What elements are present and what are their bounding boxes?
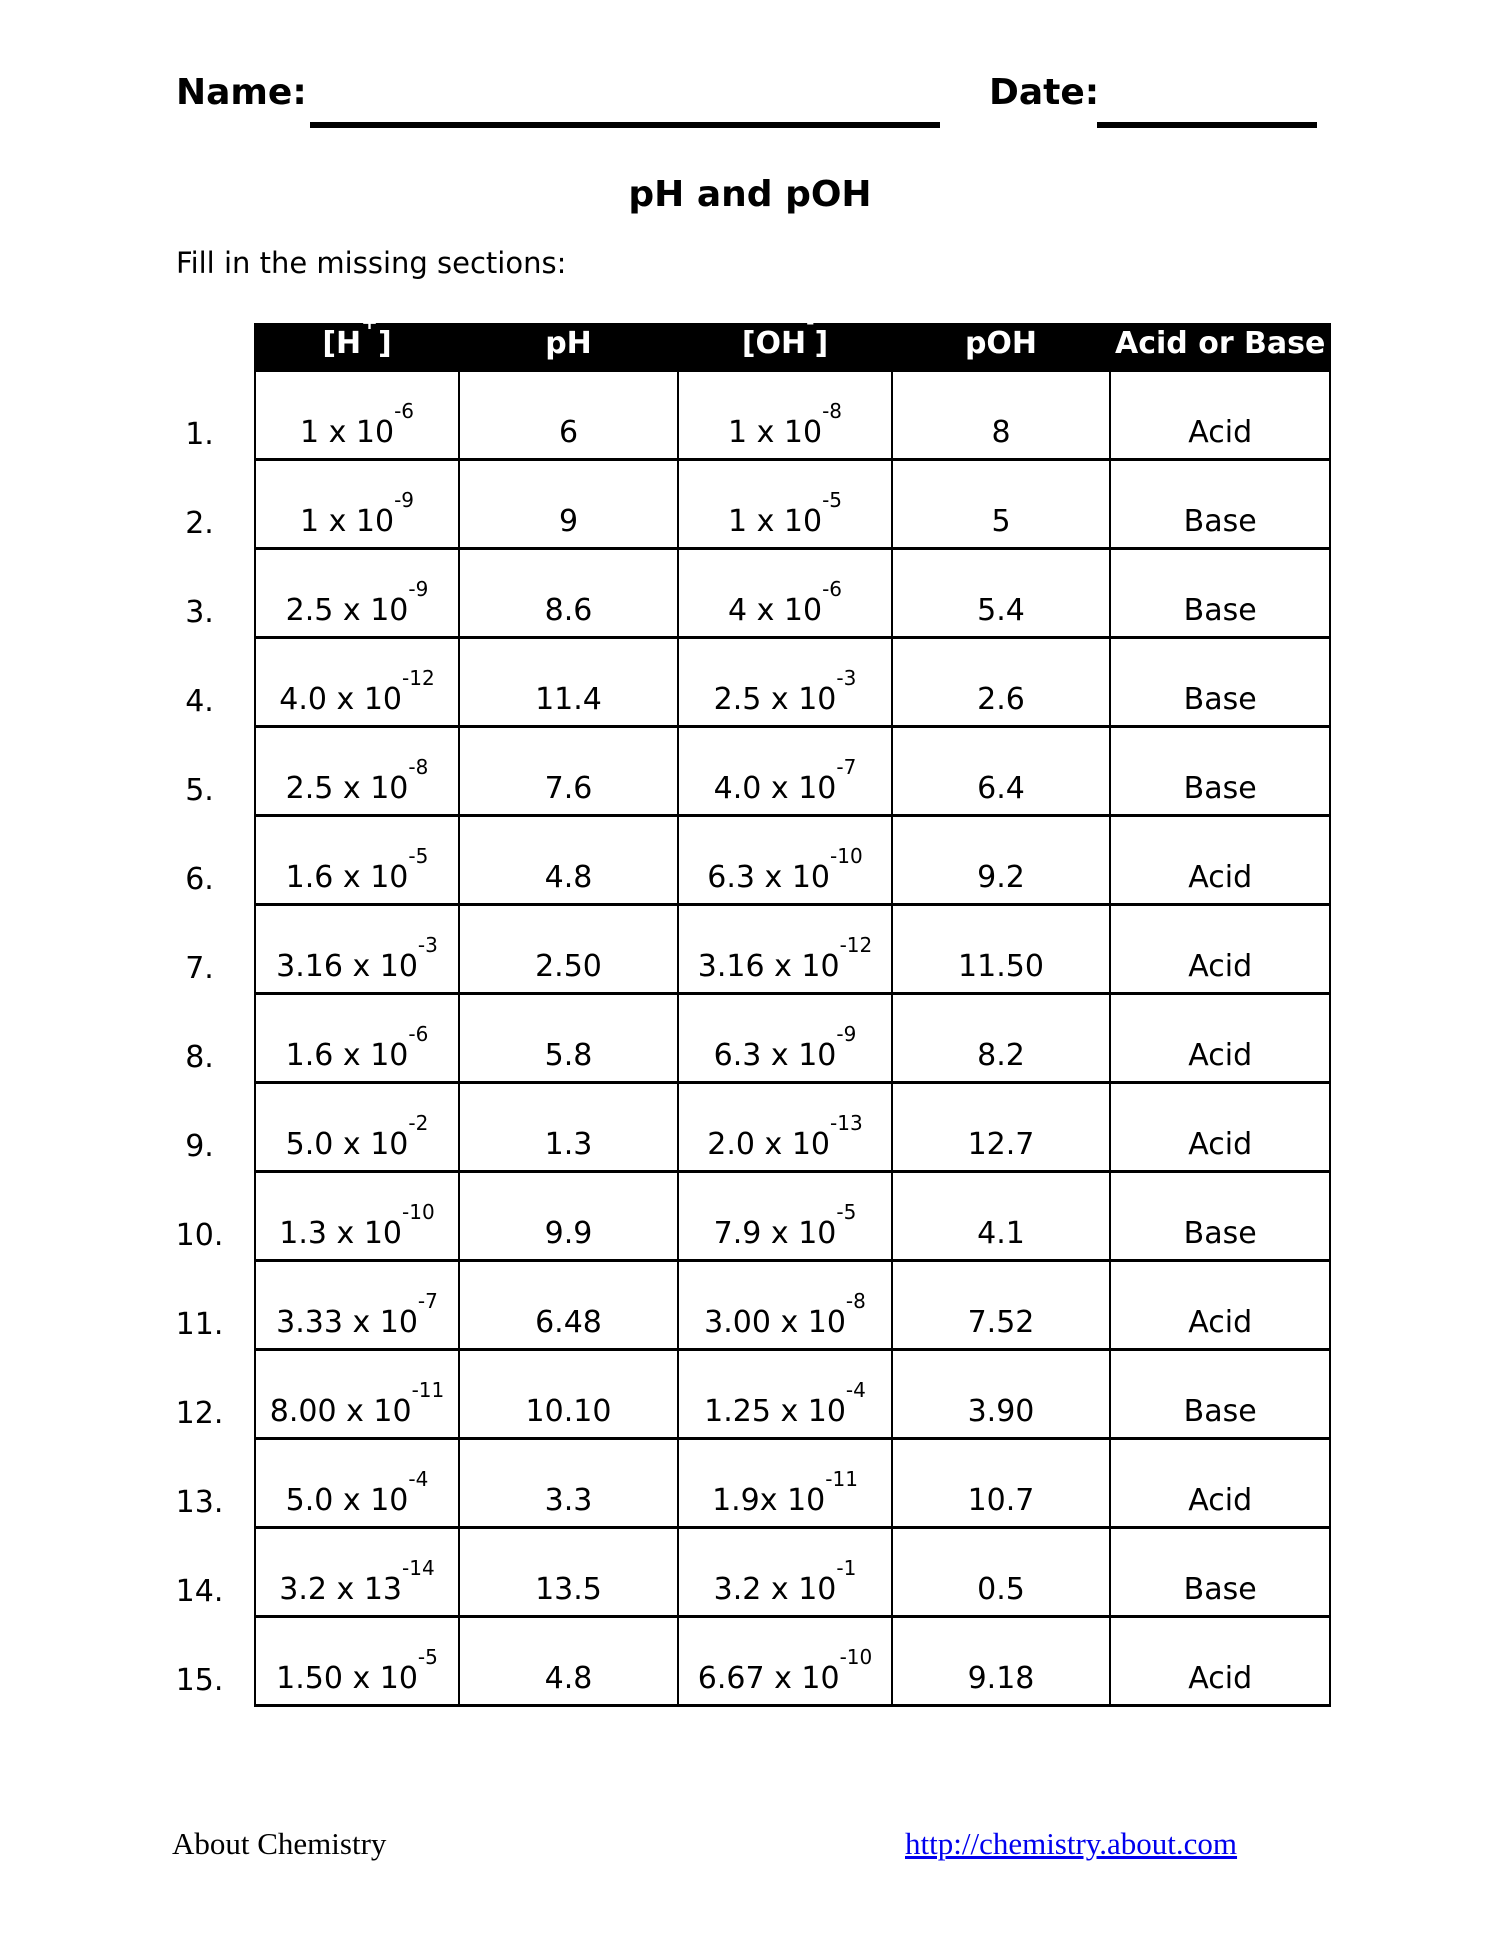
- cell-acid-or-base: Acid: [1110, 1439, 1330, 1528]
- cell-h-concentration: 1.3 x $10^{-10}$: [255, 1172, 459, 1261]
- name-blank-line: [310, 122, 940, 128]
- cell-poh: 12.7: [892, 1083, 1110, 1172]
- row-number: 5.: [185, 772, 214, 808]
- cell-ph: 6: [459, 371, 678, 460]
- cell-ph: 5.8: [459, 994, 678, 1083]
- table-row: [145, 1172, 1330, 1261]
- cell-poh: 9.2: [892, 816, 1110, 905]
- cell-poh: 0.5: [892, 1528, 1110, 1617]
- cell-ph: 2.50: [459, 905, 678, 994]
- table-row: [145, 1617, 1330, 1706]
- cell-oh-concentration: 3.16 x $10^{-12}$: [678, 905, 892, 994]
- cell-ph: 13.5: [459, 1528, 678, 1617]
- row-number: 13.: [175, 1484, 224, 1520]
- table-body: [145, 371, 1330, 1706]
- cell-poh: 3.90: [892, 1350, 1110, 1439]
- cell-ph: 7.6: [459, 727, 678, 816]
- cell-h-concentration: 5.0 x $10^{-2}$: [255, 1083, 459, 1172]
- column-header: [H+]: [255, 325, 459, 371]
- table-row: [145, 1261, 1330, 1350]
- table-row: [145, 905, 1330, 994]
- table-header-row: [145, 325, 1330, 371]
- cell-oh-concentration: 1 x $10^{-5}$: [678, 460, 892, 549]
- row-number: 14.: [175, 1573, 224, 1609]
- cell-oh-concentration: 3.2 x $10^{-1}$: [678, 1528, 892, 1617]
- cell-acid-or-base: Acid: [1110, 1617, 1330, 1706]
- cell-poh: 2.6: [892, 638, 1110, 727]
- cell-h-concentration: 2.5 x $10^{-8}$: [255, 727, 459, 816]
- column-header: Acid or Base: [1110, 325, 1330, 371]
- cell-acid-or-base: Base: [1110, 638, 1330, 727]
- cell-h-concentration: 4.0 x $10^{-12}$: [255, 638, 459, 727]
- cell-ph: 1.3: [459, 1083, 678, 1172]
- cell-ph: 9.9: [459, 1172, 678, 1261]
- column-header: pH: [459, 325, 678, 371]
- cell-acid-or-base: Acid: [1110, 905, 1330, 994]
- table-row: [145, 638, 1330, 727]
- table-row: [145, 1350, 1330, 1439]
- row-number: 1.: [185, 416, 214, 452]
- table-row: [145, 994, 1330, 1083]
- cell-ph: 11.4: [459, 638, 678, 727]
- cell-ph: 4.8: [459, 816, 678, 905]
- table-row: [145, 1528, 1330, 1617]
- cell-poh: 4.1: [892, 1172, 1110, 1261]
- cell-h-concentration: 3.2 x $13^{-14}$: [255, 1528, 459, 1617]
- page-title: pH and pOH: [628, 174, 872, 215]
- cell-acid-or-base: Acid: [1110, 1261, 1330, 1350]
- cell-poh: 8: [892, 371, 1110, 460]
- cell-ph: 4.8: [459, 1617, 678, 1706]
- instructions-text: Fill in the missing sections:: [176, 246, 567, 280]
- row-number: 4.: [185, 683, 214, 719]
- cell-h-concentration: 8.00 x $10^{-11}$: [255, 1350, 459, 1439]
- cell-acid-or-base: Base: [1110, 1350, 1330, 1439]
- cell-poh: 5: [892, 460, 1110, 549]
- cell-h-concentration: 2.5 x $10^{-9}$: [255, 549, 459, 638]
- cell-oh-concentration: 4 x $10^{-6}$: [678, 549, 892, 638]
- row-number: 10.: [175, 1217, 224, 1253]
- row-number: 2.: [185, 505, 214, 541]
- cell-acid-or-base: Acid: [1110, 371, 1330, 460]
- cell-oh-concentration: 7.9 x $10^{-5}$: [678, 1172, 892, 1261]
- cell-ph: 10.10: [459, 1350, 678, 1439]
- cell-acid-or-base: Base: [1110, 1528, 1330, 1617]
- row-number: 15.: [175, 1662, 224, 1698]
- cell-oh-concentration: 1.25 x $10^{-4}$: [678, 1350, 892, 1439]
- cell-acid-or-base: Acid: [1110, 1083, 1330, 1172]
- row-number: 9.: [185, 1128, 214, 1164]
- cell-oh-concentration: 6.3 x $10^{-10}$: [678, 816, 892, 905]
- table-row: [145, 816, 1330, 905]
- cell-h-concentration: 1.6 x $10^{-5}$: [255, 816, 459, 905]
- cell-oh-concentration: 1.9x $10^{-11}$: [678, 1439, 892, 1528]
- cell-oh-concentration: 2.5 x $10^{-3}$: [678, 638, 892, 727]
- cell-poh: 8.2: [892, 994, 1110, 1083]
- table-row: [145, 1083, 1330, 1172]
- cell-acid-or-base: Acid: [1110, 816, 1330, 905]
- cell-h-concentration: 1.6 x $10^{-6}$: [255, 994, 459, 1083]
- cell-acid-or-base: Base: [1110, 1172, 1330, 1261]
- cell-acid-or-base: Base: [1110, 727, 1330, 816]
- date-label: Date:: [989, 72, 1100, 113]
- cell-oh-concentration: 4.0 x $10^{-7}$: [678, 727, 892, 816]
- cell-oh-concentration: 6.67 x $10^{-10}$: [678, 1617, 892, 1706]
- table-row: [145, 1439, 1330, 1528]
- footer-link[interactable]: http://chemistry.about.com: [905, 1826, 1238, 1861]
- table-row: [145, 371, 1330, 460]
- cell-poh: 7.52: [892, 1261, 1110, 1350]
- cell-oh-concentration: 1 x $10^{-8}$: [678, 371, 892, 460]
- cell-poh: 9.18: [892, 1617, 1110, 1706]
- table-row: [145, 727, 1330, 816]
- row-number: 7.: [185, 950, 214, 986]
- column-header: [OH-]: [678, 325, 892, 371]
- cell-acid-or-base: Base: [1110, 460, 1330, 549]
- date-blank-line: [1097, 122, 1317, 128]
- row-number: 6.: [185, 861, 214, 897]
- cell-ph: 6.48: [459, 1261, 678, 1350]
- cell-oh-concentration: 2.0 x $10^{-13}$: [678, 1083, 892, 1172]
- cell-acid-or-base: Base: [1110, 549, 1330, 638]
- table-row: [145, 549, 1330, 638]
- cell-h-concentration: 3.33 x $10^{-7}$: [255, 1261, 459, 1350]
- cell-h-concentration: 3.16 x $10^{-3}$: [255, 905, 459, 994]
- cell-ph: 8.6: [459, 549, 678, 638]
- cell-acid-or-base: Acid: [1110, 994, 1330, 1083]
- cell-ph: 9: [459, 460, 678, 549]
- cell-poh: 11.50: [892, 905, 1110, 994]
- cell-h-concentration: 1.50 x $10^{-5}$: [255, 1617, 459, 1706]
- row-number: 11.: [175, 1306, 224, 1342]
- cell-poh: 10.7: [892, 1439, 1110, 1528]
- cell-poh: 5.4: [892, 549, 1110, 638]
- name-label: Name:: [176, 72, 307, 113]
- table-row: [145, 460, 1330, 549]
- cell-poh: 6.4: [892, 727, 1110, 816]
- ph-poh-table: [145, 310, 1331, 1707]
- cell-oh-concentration: 6.3 x $10^{-9}$: [678, 994, 892, 1083]
- header-spacer-cell: [145, 325, 255, 371]
- cell-h-concentration: 1 x $10^{-9}$: [255, 460, 459, 549]
- cell-oh-concentration: 3.00 x $10^{-8}$: [678, 1261, 892, 1350]
- row-number: 12.: [175, 1395, 224, 1431]
- column-header: pOH: [892, 325, 1110, 371]
- footer-source-text: About Chemistry: [172, 1826, 387, 1861]
- row-number: 8.: [185, 1039, 214, 1075]
- cell-ph: 3.3: [459, 1439, 678, 1528]
- row-number: 3.: [185, 594, 214, 630]
- cell-h-concentration: 5.0 x $10^{-4}$: [255, 1439, 459, 1528]
- cell-h-concentration: 1 x $10^{-6}$: [255, 371, 459, 460]
